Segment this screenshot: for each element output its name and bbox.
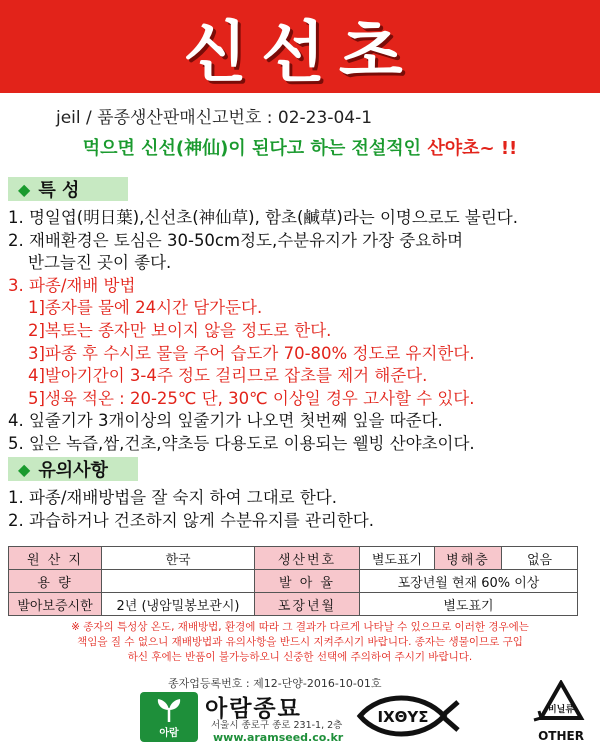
pest-value: 없음 <box>502 547 578 570</box>
germination-label: 발 아 율 <box>255 570 360 593</box>
caution-line: 1. 파종/재배방법을 잘 숙지 하여 그대로 한다. <box>8 488 337 507</box>
title-banner <box>0 0 600 93</box>
pest-label: 병해충 <box>435 547 502 570</box>
product-title: 신선초 <box>183 14 417 91</box>
features-heading <box>8 177 128 201</box>
pack-date-label: 포장년월 <box>255 593 360 616</box>
origin-value: 한국 <box>102 547 255 570</box>
feature-line: 4. 잎줄기가 3개이상의 잎줄기가 나오면 첫번째 잎을 따준다. <box>8 411 443 431</box>
sprout-icon <box>155 698 183 722</box>
registration-line: jeil / 품종생산판매신고번호 : 02-23-04-1 <box>56 108 373 128</box>
cautions-heading-label: 유의사항 <box>38 460 108 481</box>
brand-name: 아람종묘 <box>205 696 302 722</box>
diamond-icon: ◆ <box>18 459 31 479</box>
feature-line: 3. 파종/재배 방법 <box>8 275 136 295</box>
seed-business-reg-no: 종자업등록번호 : 제12-단양-2016-10-01호 <box>168 677 382 690</box>
recycle-material: 비닐류 <box>547 705 575 715</box>
info-table <box>8 546 578 616</box>
caution-line: 2. 과습하거나 건조하지 않게 수분유지를 관리한다. <box>8 510 374 530</box>
warning-line: 책임을 질 수 없으니 재배방법과 유의사항을 반드시 지켜주시기 바랍니다. 종자는 생물이므로 구입 <box>77 636 523 648</box>
tagline <box>0 134 600 160</box>
capacity-value <box>102 570 255 593</box>
table-row <box>9 593 578 616</box>
diamond-icon: ◆ <box>18 179 31 199</box>
table-row <box>9 570 578 593</box>
recycle-mark-icon <box>532 680 590 746</box>
recycle-other: OTHER <box>538 729 584 743</box>
prod-no-value: 별도표기 <box>360 547 435 570</box>
feature-line: 5]생육 적온 : 20-25℃ 단, 30℃ 이상일 경우 고사할 수 있다. <box>28 388 475 408</box>
germination-value: 포장년월 현재 60% 이상 <box>360 570 578 593</box>
guarantee-value: 2년 (냉암밀봉보관시) <box>102 593 255 616</box>
tagline-green: 먹으면 신선(神仙)이 된다고 하는 전설적인 <box>82 138 428 159</box>
features-list <box>8 207 518 456</box>
pack-date-value: 별도표기 <box>360 593 578 616</box>
warning-line: 하신 후에는 반품이 불가능하오니 신중한 선택에 주의하여 주시기 바랍니다. <box>127 651 473 663</box>
feature-line: 반그늘진 곳이 좋다. <box>28 253 172 273</box>
cautions-heading <box>8 457 138 481</box>
cautions-list <box>8 487 374 532</box>
feature-line: 2]복토는 종자만 보이지 않을 정도로 한다. <box>28 320 332 340</box>
table-row <box>9 547 578 570</box>
company-logo <box>140 692 198 742</box>
capacity-label: 용 량 <box>9 570 102 593</box>
feature-line: 5. 잎은 녹즙,쌈,건초,약초등 다용도로 이용되는 웰빙 산야초이다. <box>8 433 475 453</box>
logo-text: 아람 <box>159 728 179 739</box>
origin-label: 원 산 지 <box>9 547 102 570</box>
feature-line: 3]파종 후 수시로 물을 주어 습도가 70-80% 정도로 유지한다. <box>28 343 475 363</box>
feature-line: 1. 명일엽(明日葉),신선초(神仙草), 함초(鹹草)라는 이명으로도 불린다. <box>8 208 518 227</box>
tagline-red: 산야초~ !! <box>427 138 518 159</box>
warning-notice <box>12 620 588 665</box>
company-address: 서울시 종로구 종로 231-1, 2층 <box>211 720 343 731</box>
fish-text: ΙΧΘΥΣ <box>377 708 429 726</box>
features-heading-label: 특 성 <box>38 180 80 201</box>
warning-line: ※ 종자의 특성상 온도, 재배방법, 환경에 따라 그 결과가 다르게 나타날 수 있으므로 이러한 경우에는 <box>71 621 529 633</box>
feature-line: 1]종자를 물에 24시간 담가둔다. <box>28 298 263 318</box>
feature-line: 4]발아기간이 3-4주 정도 걸리므로 잡초를 제거 해준다. <box>28 366 428 386</box>
feature-line: 2. 재배환경은 토심은 30-50cm정도,수분유지가 가장 중요하며 <box>8 230 464 250</box>
guarantee-label: 발아보증시한 <box>9 593 102 616</box>
prod-no-label: 생산번호 <box>255 547 360 570</box>
company-website: www.aramseed.co.kr <box>213 731 344 744</box>
ichthys-fish-icon <box>356 694 462 738</box>
